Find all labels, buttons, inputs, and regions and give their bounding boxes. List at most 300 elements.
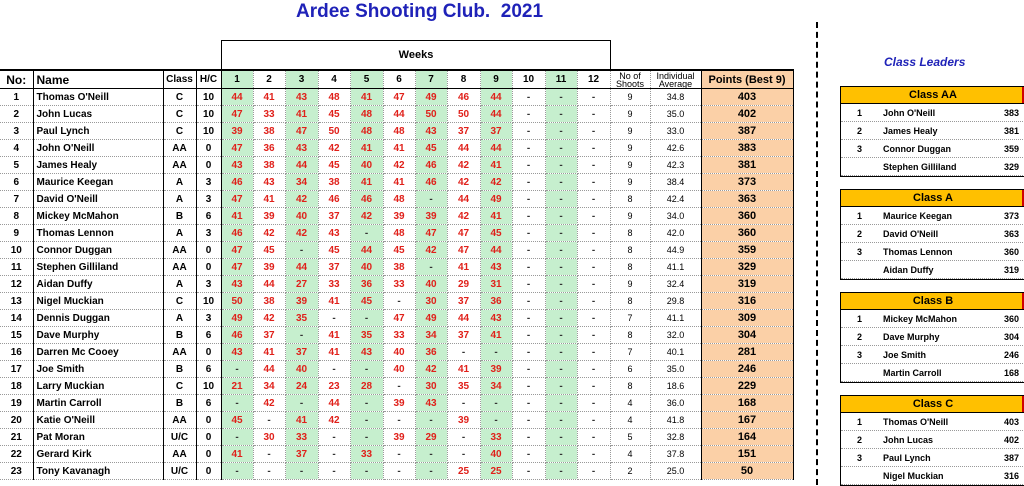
leader-name[interactable]: Thomas O'Neill: [883, 417, 949, 427]
player-name[interactable]: Dennis Duggan: [33, 310, 163, 327]
points-total[interactable]: 360: [701, 225, 793, 242]
week-score[interactable]: -: [415, 463, 447, 480]
player-handicap[interactable]: 3: [196, 310, 221, 327]
week-score[interactable]: 48: [350, 106, 383, 123]
leader-points[interactable]: 373: [1003, 211, 1019, 221]
week-score[interactable]: -: [577, 293, 610, 310]
week-score[interactable]: -: [285, 395, 318, 412]
leader-rank[interactable]: 3: [857, 350, 863, 360]
week-score[interactable]: -: [447, 344, 480, 361]
week-score[interactable]: -: [285, 327, 318, 344]
player-handicap[interactable]: 3: [196, 191, 221, 208]
week-score[interactable]: 47: [221, 191, 253, 208]
week-score[interactable]: 41: [480, 327, 512, 344]
week-score[interactable]: 42: [480, 174, 512, 191]
week-score[interactable]: 44: [285, 259, 318, 276]
week-score[interactable]: -: [577, 106, 610, 123]
row-number[interactable]: 16: [0, 344, 33, 361]
leader-points[interactable]: 319: [1003, 265, 1019, 275]
week-score[interactable]: 44: [480, 106, 512, 123]
week-score[interactable]: 37: [318, 208, 350, 225]
week-score[interactable]: -: [480, 395, 512, 412]
week-score[interactable]: -: [577, 378, 610, 395]
leader-points[interactable]: 359: [1003, 144, 1019, 154]
week-score[interactable]: 44: [480, 140, 512, 157]
player-handicap[interactable]: 10: [196, 106, 221, 123]
shoots-count[interactable]: 4: [610, 395, 650, 412]
week-score[interactable]: 40: [285, 208, 318, 225]
week-score[interactable]: -: [285, 463, 318, 480]
shoots-count[interactable]: 5: [610, 429, 650, 446]
player-class[interactable]: U/C: [163, 429, 196, 446]
leader-points[interactable]: 402: [1003, 435, 1019, 445]
week-score[interactable]: 43: [221, 344, 253, 361]
week-score[interactable]: 42: [285, 225, 318, 242]
shoots-count[interactable]: 7: [610, 344, 650, 361]
shoots-count[interactable]: 9: [610, 140, 650, 157]
week-score[interactable]: -: [545, 378, 577, 395]
row-number[interactable]: 8: [0, 208, 33, 225]
week-score[interactable]: -: [577, 89, 610, 106]
week-score[interactable]: 33: [383, 327, 415, 344]
week-score[interactable]: 39: [415, 208, 447, 225]
player-handicap[interactable]: 0: [196, 344, 221, 361]
row-number[interactable]: 22: [0, 446, 33, 463]
week-score[interactable]: -: [285, 242, 318, 259]
week-score[interactable]: 33: [480, 429, 512, 446]
leader-name[interactable]: Connor Duggan: [883, 144, 951, 154]
leader-points[interactable]: 360: [1003, 247, 1019, 257]
leader-rank[interactable]: 3: [857, 247, 863, 257]
player-class[interactable]: B: [163, 208, 196, 225]
row-number[interactable]: 7: [0, 191, 33, 208]
week-score[interactable]: 43: [253, 174, 285, 191]
week-score[interactable]: -: [545, 293, 577, 310]
shoots-count[interactable]: 9: [610, 123, 650, 140]
week-score[interactable]: 41: [253, 344, 285, 361]
week-score[interactable]: -: [512, 293, 545, 310]
player-class[interactable]: AA: [163, 446, 196, 463]
week-score[interactable]: 44: [383, 106, 415, 123]
shoots-count[interactable]: 8: [610, 242, 650, 259]
week-score[interactable]: 40: [383, 361, 415, 378]
shoots-count[interactable]: 8: [610, 191, 650, 208]
player-class[interactable]: AA: [163, 259, 196, 276]
week-score[interactable]: -: [318, 429, 350, 446]
shoots-count[interactable]: 8: [610, 327, 650, 344]
week-score[interactable]: 46: [221, 327, 253, 344]
week-score[interactable]: 44: [447, 140, 480, 157]
week-score[interactable]: -: [253, 446, 285, 463]
individual-average[interactable]: 38.4: [650, 174, 701, 191]
week-score[interactable]: 39: [253, 259, 285, 276]
leader-rank[interactable]: 2: [857, 229, 863, 239]
week-score[interactable]: 34: [285, 174, 318, 191]
week-score[interactable]: 37: [253, 327, 285, 344]
row-number[interactable]: 4: [0, 140, 33, 157]
player-handicap[interactable]: 10: [196, 123, 221, 140]
leader-rank[interactable]: 1: [857, 108, 863, 118]
week-score[interactable]: 47: [415, 225, 447, 242]
week-score[interactable]: 42: [253, 395, 285, 412]
week-score[interactable]: -: [221, 429, 253, 446]
week-score[interactable]: 50: [221, 293, 253, 310]
shoots-count[interactable]: 8: [610, 225, 650, 242]
week-score[interactable]: -: [577, 174, 610, 191]
individual-average[interactable]: 35.0: [650, 106, 701, 123]
shoots-count[interactable]: 9: [610, 208, 650, 225]
week-score[interactable]: -: [512, 327, 545, 344]
points-total[interactable]: 167: [701, 412, 793, 429]
player-name[interactable]: Darren Mc Cooey: [33, 344, 163, 361]
week-score[interactable]: 42: [415, 361, 447, 378]
week-score[interactable]: 38: [383, 259, 415, 276]
player-name[interactable]: Thomas Lennon: [33, 225, 163, 242]
player-name[interactable]: Nigel Muckian: [33, 293, 163, 310]
player-class[interactable]: AA: [163, 140, 196, 157]
week-score[interactable]: -: [350, 225, 383, 242]
player-class[interactable]: A: [163, 225, 196, 242]
week-score[interactable]: 50: [415, 106, 447, 123]
leader-name[interactable]: Mickey McMahon: [883, 314, 958, 324]
player-name[interactable]: James Healy: [33, 157, 163, 174]
week-score[interactable]: 44: [318, 395, 350, 412]
week-score[interactable]: -: [577, 123, 610, 140]
week-score[interactable]: -: [545, 412, 577, 429]
week-score[interactable]: -: [350, 412, 383, 429]
player-class[interactable]: B: [163, 327, 196, 344]
individual-average[interactable]: 33.0: [650, 123, 701, 140]
week-score[interactable]: 41: [480, 208, 512, 225]
week-score[interactable]: -: [577, 395, 610, 412]
week-score[interactable]: 34: [253, 378, 285, 395]
week-score[interactable]: 31: [480, 276, 512, 293]
points-total[interactable]: 381: [701, 157, 793, 174]
week-score[interactable]: -: [221, 463, 253, 480]
week-score[interactable]: 29: [447, 276, 480, 293]
week-score[interactable]: -: [577, 225, 610, 242]
player-class[interactable]: A: [163, 276, 196, 293]
week-score[interactable]: 28: [350, 378, 383, 395]
week-score[interactable]: -: [512, 344, 545, 361]
week-score[interactable]: 44: [221, 89, 253, 106]
player-name[interactable]: Aidan Duffy: [33, 276, 163, 293]
week-score[interactable]: 41: [447, 361, 480, 378]
week-score[interactable]: 41: [253, 89, 285, 106]
player-name[interactable]: Larry Muckian: [33, 378, 163, 395]
individual-average[interactable]: 32.4: [650, 276, 701, 293]
leader-name[interactable]: John Lucas: [883, 435, 934, 445]
week-score[interactable]: 41: [480, 157, 512, 174]
week-score[interactable]: 41: [383, 174, 415, 191]
row-number[interactable]: 3: [0, 123, 33, 140]
leader-name[interactable]: Martin Carroll: [883, 368, 942, 378]
week-score[interactable]: -: [480, 344, 512, 361]
leader-points[interactable]: 383: [1003, 108, 1019, 118]
individual-average[interactable]: 34.8: [650, 89, 701, 106]
row-number[interactable]: 10: [0, 242, 33, 259]
week-score[interactable]: -: [512, 174, 545, 191]
week-score[interactable]: 45: [253, 242, 285, 259]
player-handicap[interactable]: 0: [196, 446, 221, 463]
week-score[interactable]: 37: [285, 344, 318, 361]
week-score[interactable]: 42: [447, 157, 480, 174]
points-total[interactable]: 329: [701, 259, 793, 276]
leader-points[interactable]: 363: [1003, 229, 1019, 239]
week-score[interactable]: 41: [350, 89, 383, 106]
week-score[interactable]: 42: [253, 310, 285, 327]
week-score[interactable]: 41: [285, 412, 318, 429]
leader-rank[interactable]: 2: [857, 435, 863, 445]
week-score[interactable]: 47: [221, 259, 253, 276]
week-score[interactable]: -: [512, 310, 545, 327]
week-score[interactable]: -: [512, 361, 545, 378]
week-score[interactable]: 33: [318, 276, 350, 293]
individual-average[interactable]: 40.1: [650, 344, 701, 361]
leader-points[interactable]: 168: [1003, 368, 1019, 378]
player-handicap[interactable]: 6: [196, 327, 221, 344]
week-score[interactable]: -: [545, 463, 577, 480]
player-handicap[interactable]: 6: [196, 395, 221, 412]
week-score[interactable]: 41: [285, 106, 318, 123]
player-class[interactable]: A: [163, 191, 196, 208]
week-score[interactable]: 36: [350, 276, 383, 293]
player-handicap[interactable]: 0: [196, 157, 221, 174]
week-score[interactable]: 40: [480, 446, 512, 463]
week-score[interactable]: 43: [221, 157, 253, 174]
week-score[interactable]: 42: [350, 208, 383, 225]
shoots-count[interactable]: 9: [610, 157, 650, 174]
week-score[interactable]: 43: [285, 89, 318, 106]
player-name[interactable]: Connor Duggan: [33, 242, 163, 259]
leader-rank[interactable]: 1: [857, 417, 863, 427]
week-score[interactable]: -: [512, 208, 545, 225]
week-score[interactable]: -: [545, 208, 577, 225]
week-score[interactable]: -: [545, 106, 577, 123]
week-score[interactable]: 38: [253, 293, 285, 310]
points-total[interactable]: 309: [701, 310, 793, 327]
player-name[interactable]: Tony Kavanagh: [33, 463, 163, 480]
week-score[interactable]: 30: [253, 429, 285, 446]
shoots-count[interactable]: 9: [610, 89, 650, 106]
week-score[interactable]: 43: [480, 310, 512, 327]
week-score[interactable]: 47: [383, 310, 415, 327]
week-score[interactable]: -: [221, 395, 253, 412]
player-name[interactable]: Katie O'Neill: [33, 412, 163, 429]
week-score[interactable]: 47: [221, 242, 253, 259]
week-score[interactable]: 35: [285, 310, 318, 327]
week-score[interactable]: 33: [383, 276, 415, 293]
player-handicap[interactable]: 10: [196, 293, 221, 310]
week-score[interactable]: 42: [447, 208, 480, 225]
week-score[interactable]: 44: [253, 361, 285, 378]
row-number[interactable]: 19: [0, 395, 33, 412]
individual-average[interactable]: 44.9: [650, 242, 701, 259]
leader-name[interactable]: Aidan Duffy: [883, 265, 934, 275]
week-score[interactable]: 24: [285, 378, 318, 395]
week-score[interactable]: -: [545, 89, 577, 106]
week-score[interactable]: -: [577, 140, 610, 157]
week-score[interactable]: 44: [480, 89, 512, 106]
week-score[interactable]: -: [350, 395, 383, 412]
points-total[interactable]: 363: [701, 191, 793, 208]
week-score[interactable]: -: [221, 361, 253, 378]
player-class[interactable]: C: [163, 293, 196, 310]
week-score[interactable]: 25: [480, 463, 512, 480]
week-score[interactable]: 49: [415, 310, 447, 327]
week-score[interactable]: -: [415, 412, 447, 429]
player-name[interactable]: Pat Moran: [33, 429, 163, 446]
player-class[interactable]: C: [163, 89, 196, 106]
week-score[interactable]: 50: [318, 123, 350, 140]
individual-average[interactable]: 41.1: [650, 259, 701, 276]
week-score[interactable]: 35: [350, 327, 383, 344]
shoots-count[interactable]: 2: [610, 463, 650, 480]
week-score[interactable]: 39: [253, 208, 285, 225]
week-score[interactable]: 43: [350, 344, 383, 361]
week-score[interactable]: -: [512, 446, 545, 463]
individual-average[interactable]: 34.0: [650, 208, 701, 225]
week-score[interactable]: 23: [318, 378, 350, 395]
week-score[interactable]: -: [545, 276, 577, 293]
points-total[interactable]: 359: [701, 242, 793, 259]
week-score[interactable]: 47: [447, 242, 480, 259]
shoots-count[interactable]: 8: [610, 259, 650, 276]
player-class[interactable]: U/C: [163, 463, 196, 480]
week-score[interactable]: -: [512, 89, 545, 106]
player-name[interactable]: John Lucas: [33, 106, 163, 123]
shoots-count[interactable]: 9: [610, 276, 650, 293]
leader-rank[interactable]: 3: [857, 144, 863, 154]
week-score[interactable]: 44: [447, 191, 480, 208]
leader-name[interactable]: Nigel Muckian: [883, 471, 944, 481]
week-score[interactable]: -: [545, 344, 577, 361]
week-score[interactable]: 47: [447, 225, 480, 242]
week-score[interactable]: 41: [383, 140, 415, 157]
week-score[interactable]: -: [545, 361, 577, 378]
week-score[interactable]: 38: [253, 123, 285, 140]
week-score[interactable]: 48: [318, 89, 350, 106]
week-score[interactable]: -: [512, 242, 545, 259]
week-score[interactable]: 29: [415, 429, 447, 446]
player-handicap[interactable]: 10: [196, 378, 221, 395]
player-handicap[interactable]: 6: [196, 208, 221, 225]
individual-average[interactable]: 42.0: [650, 225, 701, 242]
week-score[interactable]: 42: [253, 225, 285, 242]
week-score[interactable]: -: [415, 446, 447, 463]
points-total[interactable]: 281: [701, 344, 793, 361]
week-score[interactable]: 41: [253, 191, 285, 208]
points-total[interactable]: 246: [701, 361, 793, 378]
week-score[interactable]: 41: [221, 446, 253, 463]
player-class[interactable]: AA: [163, 344, 196, 361]
week-score[interactable]: -: [545, 429, 577, 446]
player-handicap[interactable]: 10: [196, 89, 221, 106]
week-score[interactable]: -: [577, 412, 610, 429]
row-number[interactable]: 13: [0, 293, 33, 310]
player-name[interactable]: Joe Smith: [33, 361, 163, 378]
player-handicap[interactable]: 0: [196, 242, 221, 259]
week-score[interactable]: 46: [415, 157, 447, 174]
leader-points[interactable]: 360: [1003, 314, 1019, 324]
shoots-count[interactable]: 9: [610, 106, 650, 123]
week-score[interactable]: 43: [480, 259, 512, 276]
week-score[interactable]: 41: [318, 344, 350, 361]
leader-points[interactable]: 304: [1003, 332, 1019, 342]
week-score[interactable]: -: [512, 106, 545, 123]
week-score[interactable]: -: [577, 157, 610, 174]
week-score[interactable]: -: [253, 463, 285, 480]
week-score[interactable]: -: [577, 310, 610, 327]
player-name[interactable]: Thomas O'Neill: [33, 89, 163, 106]
player-name[interactable]: Paul Lynch: [33, 123, 163, 140]
shoots-count[interactable]: 8: [610, 378, 650, 395]
individual-average[interactable]: 37.8: [650, 446, 701, 463]
week-score[interactable]: 45: [480, 225, 512, 242]
individual-average[interactable]: 42.3: [650, 157, 701, 174]
week-score[interactable]: -: [253, 412, 285, 429]
week-score[interactable]: 46: [221, 225, 253, 242]
week-score[interactable]: -: [577, 191, 610, 208]
week-score[interactable]: 37: [447, 123, 480, 140]
week-score[interactable]: 33: [253, 106, 285, 123]
shoots-count[interactable]: 7: [610, 310, 650, 327]
week-score[interactable]: -: [545, 140, 577, 157]
week-score[interactable]: 41: [350, 174, 383, 191]
player-class[interactable]: B: [163, 361, 196, 378]
week-score[interactable]: -: [415, 259, 447, 276]
week-score[interactable]: 37: [318, 259, 350, 276]
individual-average[interactable]: 42.6: [650, 140, 701, 157]
week-score[interactable]: -: [350, 429, 383, 446]
week-score[interactable]: 39: [285, 293, 318, 310]
points-total[interactable]: 50: [701, 463, 793, 480]
week-score[interactable]: -: [383, 293, 415, 310]
week-score[interactable]: 45: [318, 157, 350, 174]
leader-name[interactable]: Stephen Gilliland: [883, 162, 957, 172]
week-score[interactable]: 41: [447, 259, 480, 276]
week-score[interactable]: -: [577, 276, 610, 293]
player-class[interactable]: C: [163, 106, 196, 123]
week-score[interactable]: 42: [383, 157, 415, 174]
week-score[interactable]: 27: [285, 276, 318, 293]
week-score[interactable]: 25: [447, 463, 480, 480]
player-class[interactable]: AA: [163, 242, 196, 259]
row-number[interactable]: 1: [0, 89, 33, 106]
week-score[interactable]: -: [318, 310, 350, 327]
week-score[interactable]: -: [512, 191, 545, 208]
week-score[interactable]: 44: [480, 242, 512, 259]
week-score[interactable]: 35: [447, 378, 480, 395]
week-score[interactable]: -: [350, 463, 383, 480]
week-score[interactable]: 36: [480, 293, 512, 310]
shoots-count[interactable]: 4: [610, 446, 650, 463]
individual-average[interactable]: 42.4: [650, 191, 701, 208]
week-score[interactable]: -: [415, 191, 447, 208]
week-score[interactable]: -: [512, 259, 545, 276]
player-class[interactable]: A: [163, 310, 196, 327]
week-score[interactable]: 36: [415, 344, 447, 361]
individual-average[interactable]: 29.8: [650, 293, 701, 310]
week-score[interactable]: 37: [480, 123, 512, 140]
row-number[interactable]: 6: [0, 174, 33, 191]
row-number[interactable]: 21: [0, 429, 33, 446]
player-class[interactable]: B: [163, 395, 196, 412]
player-handicap[interactable]: 3: [196, 225, 221, 242]
player-name[interactable]: Martin Carroll: [33, 395, 163, 412]
leader-points[interactable]: 403: [1003, 417, 1019, 427]
week-score[interactable]: 46: [415, 174, 447, 191]
